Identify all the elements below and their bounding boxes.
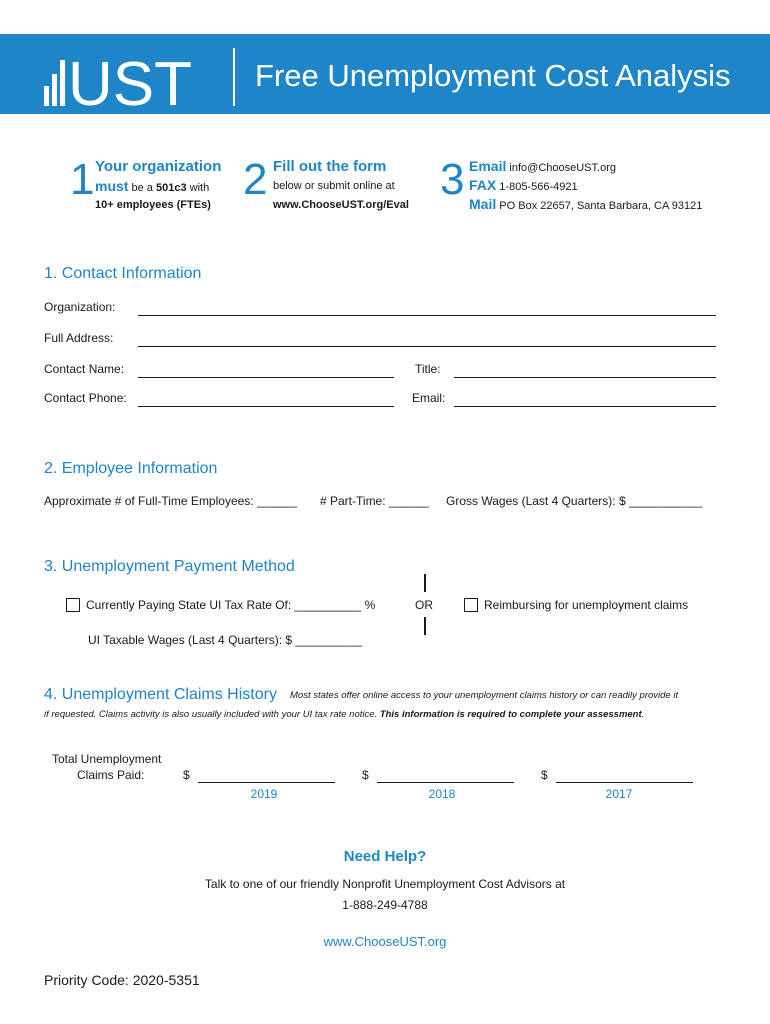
step-1-line3: 10+ employees (FTEs) <box>95 199 211 211</box>
email-field[interactable] <box>454 406 716 407</box>
part-time-field[interactable]: # Part-Time: ______ <box>320 494 429 508</box>
tax-rate-option[interactable]: Currently Paying State UI Tax Rate Of: __________ % <box>86 598 376 612</box>
payment-heading: 3. Unemployment Payment Method <box>44 558 295 575</box>
ust-logo <box>44 48 224 108</box>
step-2-link[interactable]: www.ChooseUST.org/Eval <box>273 199 409 211</box>
claims-2017-field[interactable] <box>556 782 693 783</box>
organization-label: Organization: <box>44 300 116 314</box>
priority-code: Priority Code: 2020-5351 <box>44 972 200 988</box>
gross-wages-field[interactable]: Gross Wages (Last 4 Quarters): $ ___________ <box>446 494 703 508</box>
step-2-number: 2 <box>243 155 268 204</box>
mail-value: PO Box 22657, Santa Barbara, CA 93121 <box>499 200 703 212</box>
help-heading: Need Help? <box>343 848 427 865</box>
claims-note-line2 <box>44 709 644 720</box>
total-claims-label-1: Total Unemployment <box>52 752 162 766</box>
claims-note-period: . <box>641 709 645 720</box>
step-3-number: 3 <box>440 155 465 204</box>
step-3-mail-row <box>469 194 702 216</box>
claims-note-text: if requested. Claims activity is also usually included with your UI tax rate notice. <box>44 709 380 720</box>
contact-phone-field[interactable] <box>138 406 394 407</box>
contact-heading: 1. Contact Information <box>44 265 202 282</box>
step-1-heading: Your organization <box>95 158 222 175</box>
address-label: Full Address: <box>44 331 114 345</box>
address-field[interactable] <box>138 346 716 347</box>
help-phone[interactable]: 1-888-249-4788 <box>342 898 428 912</box>
help-text: Talk to one of our friendly Nonprofit Unemployment Cost Advisors at <box>204 877 566 891</box>
email-field-label: Email: <box>412 391 446 405</box>
step-2-line2: below or submit online at <box>273 180 395 192</box>
logo-divider <box>233 48 235 106</box>
mail-label: Mail <box>469 196 497 212</box>
step-1-must: must <box>95 178 129 194</box>
email-label: Email <box>469 158 507 174</box>
logo-text: UST <box>68 50 192 108</box>
tax-rate-checkbox[interactable] <box>66 598 80 612</box>
reimbursing-checkbox[interactable] <box>464 598 478 612</box>
step-2-heading: Fill out the form <box>273 158 387 175</box>
claims-note-required: This information is required to complete your assessment <box>379 709 642 720</box>
year-2017: 2017 <box>605 787 633 801</box>
claims-dollar-2018: $ <box>362 768 369 782</box>
claims-heading: 4. Unemployment Claims History <box>44 686 277 703</box>
title-field[interactable] <box>454 377 716 378</box>
fax-value: 1-805-566-4921 <box>499 181 578 193</box>
or-divider-bottom <box>424 617 426 635</box>
step-1-with: with <box>186 182 210 194</box>
claims-note-line1: Most states offer online access to your unemployment claims history or can readily provide it <box>290 690 679 701</box>
page-title: Free Unemployment Cost Analysis <box>255 58 731 93</box>
organization-field[interactable] <box>138 315 716 316</box>
step-1-number: 1 <box>70 155 95 204</box>
employee-heading: 2. Employee Information <box>44 460 218 477</box>
full-time-field[interactable]: Approximate # of Full-Time Employees: ______ <box>44 494 298 508</box>
year-2019: 2019 <box>250 787 278 801</box>
step-1-501c3: 501c3 <box>155 182 187 194</box>
or-divider-top <box>424 574 426 592</box>
step-1-text: be a <box>128 182 156 194</box>
claims-dollar-2019: $ <box>183 768 190 782</box>
year-2018: 2018 <box>428 787 456 801</box>
claims-2018-field[interactable] <box>377 782 514 783</box>
contact-name-label: Contact Name: <box>44 362 125 376</box>
contact-name-field[interactable] <box>138 377 394 378</box>
contact-phone-label: Contact Phone: <box>44 391 127 405</box>
or-label: OR <box>415 598 433 612</box>
total-claims-label-2: Claims Paid: <box>77 768 145 782</box>
taxable-wages-field[interactable]: UI Taxable Wages (Last 4 Quarters): $ __________ <box>88 633 363 647</box>
reimbursing-option[interactable]: Reimbursing for unemployment claims <box>484 598 689 612</box>
website-link[interactable]: www.ChooseUST.org <box>323 934 447 949</box>
claims-dollar-2017: $ <box>541 768 548 782</box>
claims-2019-field[interactable] <box>198 782 335 783</box>
email-value[interactable]: info@ChooseUST.org <box>509 162 616 174</box>
title-label: Title: <box>415 362 441 376</box>
fax-label: FAX <box>469 177 497 193</box>
